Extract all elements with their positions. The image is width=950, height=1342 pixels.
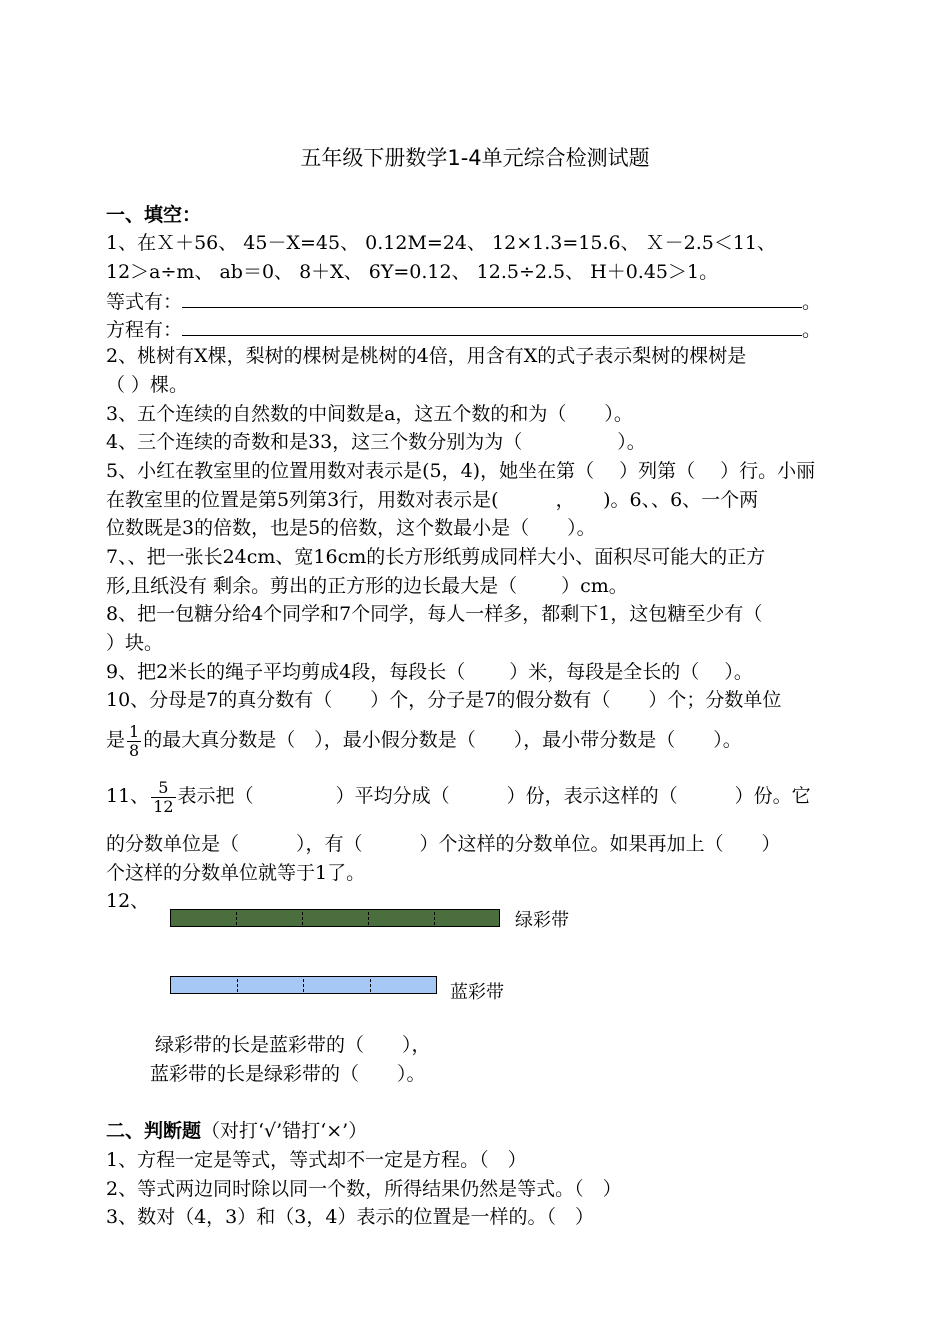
q5-line1: 5、小红在教室里的位置用数对表示是(5，4)，她坐在第（ ）列第（ ）行。小丽 <box>106 460 816 482</box>
q9: 9、把2米长的绳子平均剪成4段，每段长（ ）米，每段是全长的（ ）。 <box>106 661 753 683</box>
q11-post: 表示把（ ）平均分成（ ）份，表示这样的（ ）份。它 <box>177 785 811 807</box>
blue-ribbon-bar <box>170 976 437 994</box>
q1-line1: 1、在Ｘ＋56、 45－X=45、 0.12M=24、 12×1.3=15.6、 Ｘ－2.5＜11、 <box>106 232 777 254</box>
section2-heading: 二、判断题 <box>106 1120 202 1142</box>
q5-line3: 位数既是3的倍数，也是5的倍数，这个数最小是（ ）。 <box>106 517 596 539</box>
q10-frac-den: 8 <box>129 740 140 760</box>
green-ribbon-label: 绿彩带 <box>515 910 569 931</box>
q12-label: 12、 <box>106 890 150 912</box>
equality-end: 。 <box>802 291 822 313</box>
green-bar-divider <box>434 912 435 925</box>
equality-blank[interactable] <box>182 289 802 308</box>
q11-frac-den: 12 <box>153 796 174 816</box>
q11-frac-num: 5 <box>151 779 175 798</box>
q10-pre: 是 <box>106 729 126 751</box>
section2-heading-row <box>106 1119 367 1143</box>
q11-line1 <box>106 776 811 816</box>
green-bar-divider <box>236 912 237 925</box>
green-ribbon-bar <box>170 909 500 927</box>
q7-line1: 7、、把一张长24cm、宽16cm的长方形纸剪成同样大小、面积尽可能大的正方 <box>106 546 766 568</box>
q11-fraction <box>151 779 175 816</box>
q1-line2: 12＞a÷m、 ab＝0、 8＋X、 6Y=0.12、 12.5÷2.5、 H＋0.45＞1。 <box>106 261 719 283</box>
green-bar-divider <box>368 912 369 925</box>
q4: 4、三个连续的奇数和是33，这三个数分别为为（ ）。 <box>106 431 646 453</box>
equation-row <box>106 317 821 342</box>
judge-1: 1、方程一定是等式，等式却不一定是方程。（ ） <box>106 1149 527 1171</box>
q11-line2: 的分数单位是（ ），有（ ）个这样的分数单位。如果再加上（ ） <box>106 833 781 855</box>
q8-line2: ）块。 <box>106 632 164 654</box>
q11-pre: 11、 <box>106 785 150 807</box>
page-title: 五年级下册数学1-4单元综合检测试题 <box>300 146 650 170</box>
q7-line2: 形,且纸没有 剩余。剪出的正方形的边长最大是（ ）cm。 <box>106 575 628 597</box>
q5-line2: 在教室里的位置是第5列第3行，用数对表示是( ， )。6、、6、一个两 <box>106 489 759 511</box>
equation-end: 。 <box>802 319 822 341</box>
judge-3: 3、数对（4，3）和（3，4）表示的位置是一样的。（ ） <box>106 1206 594 1228</box>
q12-a: 绿彩带的长是蓝彩带的（ ）， <box>155 1034 431 1056</box>
blue-bar-divider <box>303 979 304 992</box>
blue-bar-divider <box>370 979 371 992</box>
q10-line1: 10、分母是7的真分数有（ ）个，分子是7的假分数有（ ）个；分数单位 <box>106 689 782 711</box>
q2-line1: 2、桃树有X棵，梨树的棵树是桃树的4倍，用含有X的式子表示梨树的棵树是 <box>106 345 747 367</box>
section2-note: （对打‘√’错打‘×’） <box>201 1120 368 1142</box>
blue-ribbon-label: 蓝彩带 <box>450 982 504 1003</box>
q2-line2: （ ）棵。 <box>106 374 189 396</box>
equation-label: 方程有： <box>106 319 183 341</box>
q10-post: 的最大真分数是（ ），最小假分数是（ ），最小带分数是（ ）。 <box>143 729 742 751</box>
q10-line2 <box>106 720 742 760</box>
q10-frac-num: 1 <box>129 721 140 741</box>
judge-2: 2、等式两边同时除以同一个数，所得结果仍然是等式。（ ） <box>106 1178 622 1200</box>
blue-bar-divider <box>237 979 238 992</box>
q11-line3: 个这样的分数单位就等于1了。 <box>106 862 366 884</box>
q3: 3、五个连续的自然数的中间数是a，这五个数的和为（ ）。 <box>106 403 633 425</box>
green-bar-divider <box>302 912 303 925</box>
equality-label: 等式有： <box>106 291 183 313</box>
equality-row <box>106 289 821 314</box>
equation-blank[interactable] <box>182 317 802 336</box>
section1-heading: 一、填空： <box>106 204 202 226</box>
q10-fraction <box>127 723 141 760</box>
q12-b: 蓝彩带的长是绿彩带的（ ）。 <box>150 1063 426 1085</box>
q8-line1: 8、把一包糖分给4个同学和7个同学，每人一样多，都剩下1，这包糖至少有（ <box>106 603 763 625</box>
